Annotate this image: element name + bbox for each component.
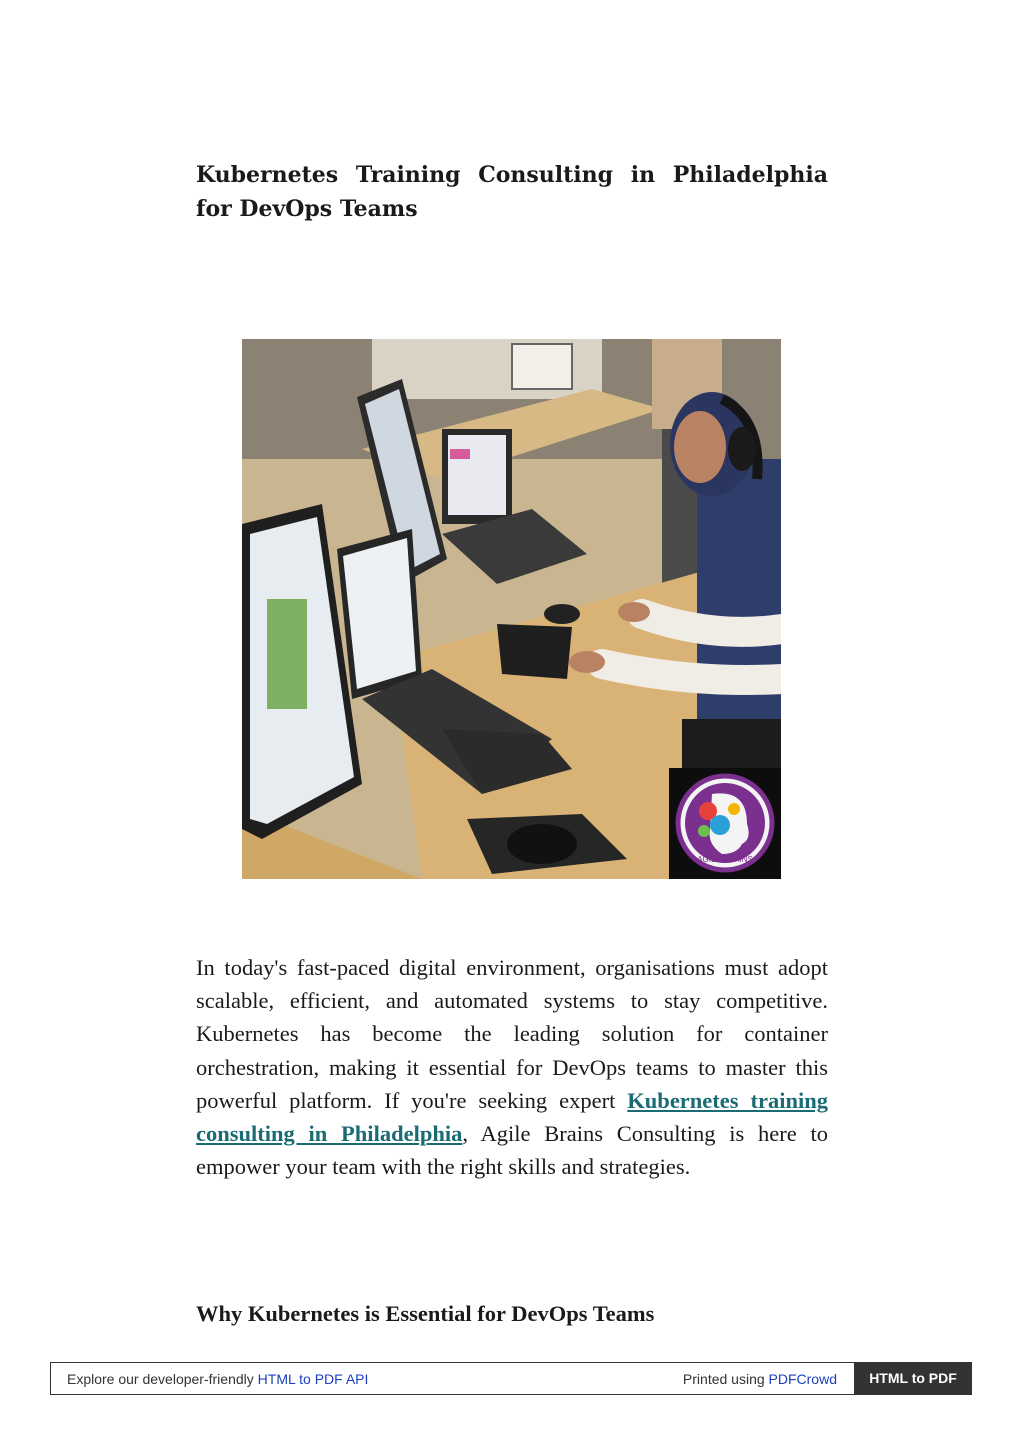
intro-paragraph xyxy=(196,951,828,1183)
hero-image xyxy=(242,339,781,879)
pdf-footer-bar xyxy=(50,1362,972,1395)
footer-explore xyxy=(67,1371,368,1387)
footer-explore-text: Explore our developer-friendly xyxy=(67,1371,258,1387)
page-title: Kubernetes Training Consulting in Philadelphia for DevOps Teams xyxy=(196,162,828,222)
footer-printed-text: Printed using xyxy=(682,1371,769,1387)
footer-printed xyxy=(683,1371,837,1387)
logo-text: AGILE BRAINS xyxy=(697,855,753,864)
intro-text-after: , Agile Brains Consulting is here to empower your team with the right skills and strategies. xyxy=(196,1121,828,1180)
pdfcrowd-link[interactable]: PDFCrowd xyxy=(768,1371,837,1387)
kubernetes-training-link[interactable]: Kubernetes training consulting in Philadelphia xyxy=(196,1087,828,1147)
html-to-pdf-api-link[interactable]: HTML to PDF API xyxy=(257,1371,369,1387)
section-heading: Why Kubernetes is Essential for DevOps Teams xyxy=(196,1301,655,1326)
intro-text-before: In today's fast-paced digital environment, organisations must adopt scalable, efficient, and automated systems to stay competitive. Kubernetes has become the leading solution for container orchestration, making it essential for DevOps teams to master this powerful platform. If you're seeking expert xyxy=(196,955,828,1113)
html-to-pdf-button[interactable]: HTML to PDF xyxy=(854,1362,972,1395)
